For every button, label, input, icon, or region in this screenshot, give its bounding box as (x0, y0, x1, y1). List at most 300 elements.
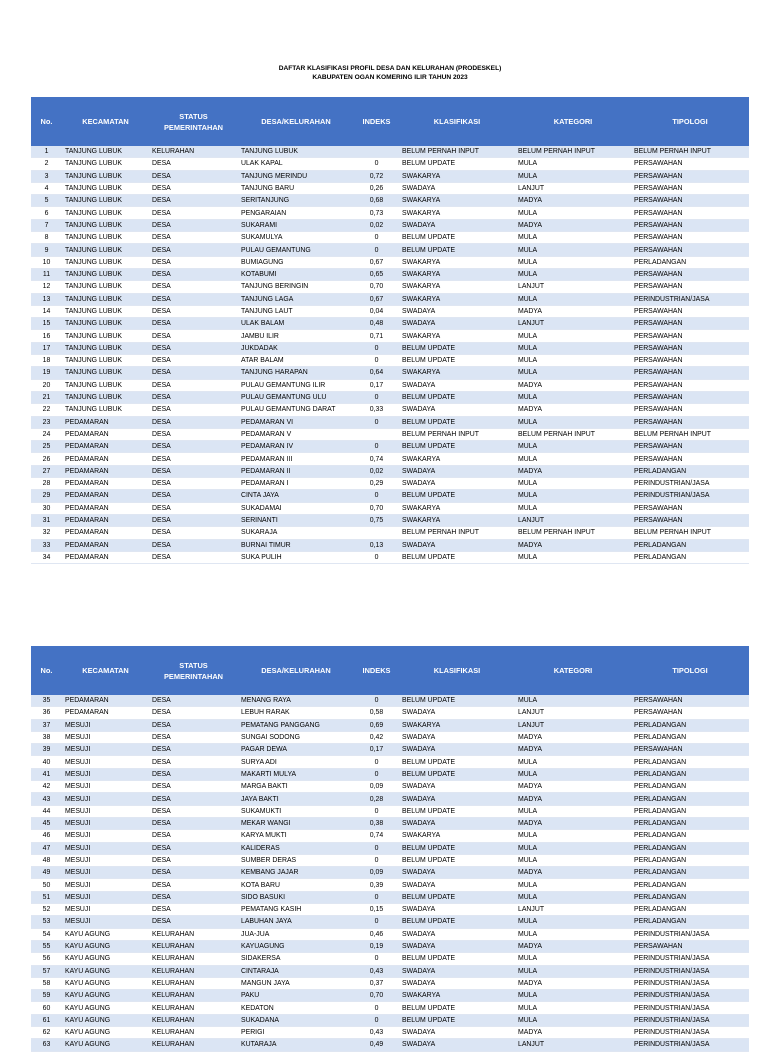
table-row (31, 1027, 749, 1039)
cell-desa: PULAU GEMANTUNG ILIR (238, 379, 354, 391)
cell-desa: PULAU GEMANTUNG DARAT (238, 404, 354, 416)
cell-desa: SUKARAMI (238, 219, 354, 231)
cell-no: 53 (31, 916, 62, 928)
cell-no: 31 (31, 514, 62, 526)
table-row (31, 830, 749, 842)
cell-desa: KEMBANG JAJAR (238, 867, 354, 879)
cell-status: DESA (149, 441, 238, 453)
table-row (31, 965, 749, 977)
document-subtitle: KABUPATEN OGAN KOMERING ILIR TAHUN 2023 (312, 74, 468, 81)
cell-kategori: MULA (515, 158, 631, 170)
cell-status: DESA (149, 281, 238, 293)
cell-tipologi: PERSAWAHAN (631, 355, 749, 367)
cell-desa: JUKDADAK (238, 342, 354, 354)
cell-kategori: MULA (515, 232, 631, 244)
cell-desa: ULAK KAPAL (238, 158, 354, 170)
cell-desa: KUTARAJA (238, 1039, 354, 1051)
table-row (31, 731, 749, 743)
table-row (31, 707, 749, 719)
cell-status: KELURAHAN (149, 928, 238, 940)
cell-tipologi: PERLADANGAN (631, 793, 749, 805)
cell-status: DESA (149, 244, 238, 256)
cell-kategori: MADYA (515, 744, 631, 756)
cell-kecamatan: MESUJI (62, 817, 149, 829)
cell-kecamatan: MESUJI (62, 904, 149, 916)
cell-no: 39 (31, 744, 62, 756)
cell-kategori: MULA (515, 293, 631, 305)
cell-klasifikasi: SWADAYA (399, 1039, 515, 1051)
cell-klasifikasi: BELUM UPDATE (399, 490, 515, 502)
cell-indeks: 0 (354, 916, 399, 928)
cell-no: 32 (31, 527, 62, 539)
cell-status: KELURAHAN (149, 1027, 238, 1039)
cell-tipologi: PERINDUSTRIAN/JASA (631, 990, 749, 1002)
cell-indeks: 0 (354, 1002, 399, 1014)
cell-no: 61 (31, 1014, 62, 1026)
cell-status: DESA (149, 527, 238, 539)
cell-kategori: MULA (515, 953, 631, 965)
cell-tipologi: PERLADANGAN (631, 781, 749, 793)
cell-indeks: 0,74 (354, 830, 399, 842)
header-kecamatan: KECAMATAN (62, 97, 149, 146)
cell-tipologi: PERSAWAHAN (631, 391, 749, 403)
cell-desa: SUKARAJA (238, 527, 354, 539)
cell-klasifikasi: SWADAYA (399, 744, 515, 756)
cell-klasifikasi: BELUM UPDATE (399, 953, 515, 965)
header-kategori: KATEGORI (515, 646, 631, 695)
cell-status: DESA (149, 719, 238, 731)
cell-kecamatan: PEDAMARAN (62, 551, 149, 563)
cell-desa: KOTABUMI (238, 268, 354, 280)
cell-kategori: MULA (515, 695, 631, 707)
cell-indeks: 0,65 (354, 268, 399, 280)
cell-indeks: 0,75 (354, 514, 399, 526)
cell-status: DESA (149, 539, 238, 551)
document-title: DAFTAR KLASIFIKASI PROFIL DESA DAN KELURAHAN (PRODESKEL) (278, 65, 502, 72)
cell-no: 16 (31, 330, 62, 342)
cell-status: DESA (149, 793, 238, 805)
cell-kecamatan: PEDAMARAN (62, 453, 149, 465)
cell-status: DESA (149, 256, 238, 268)
cell-kategori: BELUM PERNAH INPUT (515, 527, 631, 539)
cell-desa: KALIDERAS (238, 842, 354, 854)
cell-kategori: MULA (515, 268, 631, 280)
cell-tipologi: PERINDUSTRIAN/JASA (631, 1014, 749, 1026)
cell-klasifikasi: SWADAYA (399, 904, 515, 916)
cell-indeks: 0,17 (354, 379, 399, 391)
cell-kecamatan: MESUJI (62, 879, 149, 891)
cell-desa: PEDAMARAN IV (238, 441, 354, 453)
cell-klasifikasi: SWAKARYA (399, 330, 515, 342)
cell-klasifikasi: SWAKARYA (399, 256, 515, 268)
header-indeks: INDEKS (354, 97, 399, 146)
cell-indeks: 0 (354, 768, 399, 780)
table-row (31, 219, 749, 231)
cell-klasifikasi: SWADAYA (399, 817, 515, 829)
table-row (31, 928, 749, 940)
cell-klasifikasi: BELUM UPDATE (399, 891, 515, 903)
cell-tipologi: PERSAWAHAN (631, 330, 749, 342)
cell-tipologi: PERINDUSTRIAN/JASA (631, 965, 749, 977)
cell-kategori: MADYA (515, 1027, 631, 1039)
cell-kecamatan: KAYU AGUNG (62, 977, 149, 989)
cell-kecamatan: MESUJI (62, 781, 149, 793)
header-klasifikasi: KLASIFIKASI (399, 97, 515, 146)
cell-no: 26 (31, 453, 62, 465)
cell-klasifikasi: SWADAYA (399, 940, 515, 952)
table-row (31, 977, 749, 989)
cell-desa: SUKAMUKTI (238, 805, 354, 817)
cell-desa: TANJUNG HARAPAN (238, 367, 354, 379)
cell-kategori: MULA (515, 207, 631, 219)
cell-indeks: 0,09 (354, 867, 399, 879)
cell-klasifikasi: BELUM PERNAH INPUT (399, 146, 515, 158)
cell-klasifikasi: SWADAYA (399, 781, 515, 793)
cell-desa: TANJUNG LAGA (238, 293, 354, 305)
cell-tipologi: PERINDUSTRIAN/JASA (631, 478, 749, 490)
cell-tipologi: PERLADANGAN (631, 731, 749, 743)
cell-kecamatan: TANJUNG LUBUK (62, 244, 149, 256)
cell-indeks: 0,39 (354, 879, 399, 891)
cell-status: DESA (149, 731, 238, 743)
table-row (31, 904, 749, 916)
cell-kecamatan: PEDAMARAN (62, 514, 149, 526)
cell-tipologi: PERINDUSTRIAN/JASA (631, 977, 749, 989)
cell-kecamatan: MESUJI (62, 731, 149, 743)
cell-kategori: BELUM PERNAH INPUT (515, 146, 631, 158)
cell-no: 55 (31, 940, 62, 952)
cell-tipologi: PERSAWAHAN (631, 342, 749, 354)
cell-indeks: 0,72 (354, 170, 399, 182)
cell-kategori: LANJUT (515, 318, 631, 330)
cell-tipologi: PERINDUSTRIAN/JASA (631, 953, 749, 965)
cell-status: DESA (149, 367, 238, 379)
cell-kategori: MADYA (515, 793, 631, 805)
cell-desa: JAYA BAKTI (238, 793, 354, 805)
table-row (31, 768, 749, 780)
cell-no: 62 (31, 1027, 62, 1039)
cell-status: DESA (149, 805, 238, 817)
cell-desa: PEDAMARAN VI (238, 416, 354, 428)
table-row (31, 428, 749, 440)
table-row (31, 281, 749, 293)
cell-klasifikasi: BELUM UPDATE (399, 244, 515, 256)
cell-kategori: MULA (515, 453, 631, 465)
cell-desa: SERINANTI (238, 514, 354, 526)
cell-indeks: 0,68 (354, 195, 399, 207)
cell-no: 21 (31, 391, 62, 403)
cell-klasifikasi: SWAKARYA (399, 207, 515, 219)
table-row (31, 404, 749, 416)
cell-tipologi: PERLADANGAN (631, 465, 749, 477)
cell-kecamatan: MESUJI (62, 891, 149, 903)
cell-klasifikasi: SWADAYA (399, 539, 515, 551)
table-row (31, 781, 749, 793)
cell-desa: TANJUNG LAUT (238, 305, 354, 317)
cell-kecamatan: MESUJI (62, 719, 149, 731)
cell-status: DESA (149, 842, 238, 854)
cell-desa: PEMATANG KASIH (238, 904, 354, 916)
cell-indeks: 0,67 (354, 256, 399, 268)
cell-klasifikasi: BELUM PERNAH INPUT (399, 527, 515, 539)
cell-tipologi: PERINDUSTRIAN/JASA (631, 490, 749, 502)
cell-indeks: 0,28 (354, 793, 399, 805)
cell-kategori: MADYA (515, 195, 631, 207)
cell-indeks: 0,26 (354, 182, 399, 194)
cell-kategori: MULA (515, 391, 631, 403)
cell-no: 50 (31, 879, 62, 891)
cell-indeks (354, 146, 399, 158)
cell-tipologi: PERSAWAHAN (631, 182, 749, 194)
cell-no: 36 (31, 707, 62, 719)
cell-kecamatan: PEDAMARAN (62, 527, 149, 539)
table-row (31, 195, 749, 207)
cell-tipologi: PERSAWAHAN (631, 170, 749, 182)
cell-desa: KARYA MUKTI (238, 830, 354, 842)
cell-status: DESA (149, 318, 238, 330)
table-row (31, 793, 749, 805)
cell-kecamatan: PEDAMARAN (62, 478, 149, 490)
cell-kategori: MULA (515, 416, 631, 428)
cell-kategori: MADYA (515, 539, 631, 551)
cell-klasifikasi: SWAKARYA (399, 268, 515, 280)
cell-kecamatan: MESUJI (62, 867, 149, 879)
table-row (31, 305, 749, 317)
table-row (31, 293, 749, 305)
cell-kategori: MULA (515, 490, 631, 502)
cell-status: DESA (149, 268, 238, 280)
cell-klasifikasi: BELUM UPDATE (399, 158, 515, 170)
cell-desa: KEDATON (238, 1002, 354, 1014)
cell-kategori: MULA (515, 842, 631, 854)
cell-kategori: MULA (515, 854, 631, 866)
cell-tipologi: PERLADANGAN (631, 879, 749, 891)
cell-kategori: MULA (515, 441, 631, 453)
cell-indeks: 0,43 (354, 1027, 399, 1039)
cell-tipologi: PERLADANGAN (631, 551, 749, 563)
cell-no: 54 (31, 928, 62, 940)
cell-klasifikasi: SWADAYA (399, 867, 515, 879)
cell-kategori: MADYA (515, 379, 631, 391)
table-row (31, 817, 749, 829)
cell-no: 22 (31, 404, 62, 416)
cell-indeks: 0,33 (354, 404, 399, 416)
cell-kategori: MULA (515, 879, 631, 891)
cell-indeks: 0 (354, 490, 399, 502)
cell-kategori: MULA (515, 756, 631, 768)
cell-kategori: MULA (515, 330, 631, 342)
cell-kecamatan: PEDAMARAN (62, 428, 149, 440)
cell-indeks: 0,38 (354, 817, 399, 829)
cell-desa: ATAR BALAM (238, 355, 354, 367)
cell-desa: PEDAMARAN V (238, 428, 354, 440)
cell-status: DESA (149, 391, 238, 403)
header-indeks: INDEKS (354, 646, 399, 695)
cell-indeks: 0,69 (354, 719, 399, 731)
cell-klasifikasi: SWAKARYA (399, 502, 515, 514)
cell-indeks: 0 (354, 355, 399, 367)
cell-klasifikasi: BELUM UPDATE (399, 342, 515, 354)
cell-status: DESA (149, 379, 238, 391)
cell-status: DESA (149, 744, 238, 756)
cell-tipologi: PERSAWAHAN (631, 441, 749, 453)
header-desa: DESA/KELURAHAN (238, 646, 354, 695)
cell-klasifikasi: SWADAYA (399, 465, 515, 477)
cell-klasifikasi: SWADAYA (399, 977, 515, 989)
table-row (31, 146, 749, 158)
cell-desa: JUA-JUA (238, 928, 354, 940)
cell-indeks: 0,71 (354, 330, 399, 342)
cell-status: DESA (149, 478, 238, 490)
cell-kategori: MULA (515, 502, 631, 514)
cell-status: DESA (149, 182, 238, 194)
cell-desa: SUMBER DERAS (238, 854, 354, 866)
cell-tipologi: PERLADANGAN (631, 768, 749, 780)
cell-status: KELURAHAN (149, 1039, 238, 1051)
cell-desa: SUKADANA (238, 1014, 354, 1026)
cell-kecamatan: MESUJI (62, 805, 149, 817)
cell-klasifikasi: BELUM UPDATE (399, 232, 515, 244)
table-header-row (31, 646, 749, 695)
cell-desa: PERIGI (238, 1027, 354, 1039)
cell-klasifikasi: SWADAYA (399, 731, 515, 743)
cell-klasifikasi: BELUM UPDATE (399, 441, 515, 453)
cell-indeks: 0,04 (354, 305, 399, 317)
cell-klasifikasi: SWAKARYA (399, 830, 515, 842)
cell-kecamatan: TANJUNG LUBUK (62, 342, 149, 354)
cell-kategori: MULA (515, 1002, 631, 1014)
cell-no: 29 (31, 490, 62, 502)
cell-no: 24 (31, 428, 62, 440)
cell-kategori: MULA (515, 805, 631, 817)
cell-status: DESA (149, 490, 238, 502)
cell-no: 3 (31, 170, 62, 182)
cell-tipologi: BELUM PERNAH INPUT (631, 527, 749, 539)
cell-desa: CINTA JAYA (238, 490, 354, 502)
cell-kategori: MADYA (515, 781, 631, 793)
cell-status: DESA (149, 232, 238, 244)
cell-no: 12 (31, 281, 62, 293)
cell-desa: PEDAMARAN III (238, 453, 354, 465)
cell-tipologi: PERSAWAHAN (631, 232, 749, 244)
header-tipologi: TIPOLOGI (631, 97, 749, 146)
cell-desa: SURYA ADI (238, 756, 354, 768)
cell-status: KELURAHAN (149, 940, 238, 952)
cell-klasifikasi: SWADAYA (399, 404, 515, 416)
cell-kategori: MADYA (515, 305, 631, 317)
cell-status: DESA (149, 293, 238, 305)
cell-tipologi: PERLADANGAN (631, 867, 749, 879)
cell-kecamatan: TANJUNG LUBUK (62, 355, 149, 367)
table-row (31, 805, 749, 817)
cell-kategori: MADYA (515, 977, 631, 989)
cell-kategori: MULA (515, 768, 631, 780)
cell-kategori: MADYA (515, 465, 631, 477)
table-row (31, 170, 749, 182)
table-row (31, 158, 749, 170)
cell-kecamatan: TANJUNG LUBUK (62, 293, 149, 305)
cell-indeks: 0,42 (354, 731, 399, 743)
cell-tipologi: PERLADANGAN (631, 842, 749, 854)
cell-desa: KOTA BARU (238, 879, 354, 891)
cell-kategori: MADYA (515, 940, 631, 952)
cell-tipologi: PERLADANGAN (631, 756, 749, 768)
cell-kecamatan: KAYU AGUNG (62, 1014, 149, 1026)
table-row (31, 453, 749, 465)
cell-indeks: 0,02 (354, 465, 399, 477)
cell-klasifikasi: BELUM UPDATE (399, 805, 515, 817)
table-row (31, 891, 749, 903)
cell-desa: PEDAMARAN I (238, 478, 354, 490)
cell-indeks: 0 (354, 244, 399, 256)
cell-kecamatan: TANJUNG LUBUK (62, 330, 149, 342)
table-row (31, 867, 749, 879)
cell-klasifikasi: BELUM PERNAH INPUT (399, 428, 515, 440)
cell-kecamatan: KAYU AGUNG (62, 940, 149, 952)
cell-kategori: MULA (515, 916, 631, 928)
cell-indeks: 0 (354, 805, 399, 817)
cell-kecamatan: TANJUNG LUBUK (62, 404, 149, 416)
cell-tipologi: PERSAWAHAN (631, 305, 749, 317)
cell-kategori: MULA (515, 367, 631, 379)
cell-indeks: 0,58 (354, 707, 399, 719)
cell-no: 6 (31, 207, 62, 219)
cell-klasifikasi: BELUM UPDATE (399, 768, 515, 780)
cell-klasifikasi: BELUM UPDATE (399, 416, 515, 428)
cell-indeks: 0 (354, 158, 399, 170)
header-kecamatan: KECAMATAN (62, 646, 149, 695)
cell-kategori: MULA (515, 891, 631, 903)
cell-kategori: MULA (515, 928, 631, 940)
cell-no: 33 (31, 539, 62, 551)
cell-no: 57 (31, 965, 62, 977)
table-row (31, 1039, 749, 1051)
cell-status: DESA (149, 158, 238, 170)
table-row (31, 207, 749, 219)
cell-desa: ULAK BALAM (238, 318, 354, 330)
cell-indeks: 0,67 (354, 293, 399, 305)
cell-indeks: 0 (354, 551, 399, 563)
cell-no: 35 (31, 695, 62, 707)
cell-tipologi: BELUM PERNAH INPUT (631, 428, 749, 440)
cell-tipologi: PERLADANGAN (631, 719, 749, 731)
cell-desa: TANJUNG LUBUK (238, 146, 354, 158)
cell-tipologi: PERINDUSTRIAN/JASA (631, 293, 749, 305)
cell-kategori: LANJUT (515, 904, 631, 916)
cell-indeks (354, 428, 399, 440)
cell-status: DESA (149, 768, 238, 780)
cell-status: DESA (149, 342, 238, 354)
cell-kecamatan: MESUJI (62, 793, 149, 805)
cell-status: DESA (149, 170, 238, 182)
table-row (31, 490, 749, 502)
cell-kecamatan: TANJUNG LUBUK (62, 391, 149, 403)
cell-desa: PULAU GEMANTUNG (238, 244, 354, 256)
cell-kategori: LANJUT (515, 707, 631, 719)
cell-desa: CINTARAJA (238, 965, 354, 977)
cell-indeks: 0 (354, 842, 399, 854)
table-row (31, 502, 749, 514)
table-row (31, 842, 749, 854)
cell-tipologi: PERLADANGAN (631, 904, 749, 916)
cell-tipologi: PERSAWAHAN (631, 219, 749, 231)
cell-no: 45 (31, 817, 62, 829)
cell-no: 63 (31, 1039, 62, 1051)
table-row (31, 391, 749, 403)
cell-kecamatan: PEDAMARAN (62, 502, 149, 514)
cell-no: 19 (31, 367, 62, 379)
cell-no: 59 (31, 990, 62, 1002)
